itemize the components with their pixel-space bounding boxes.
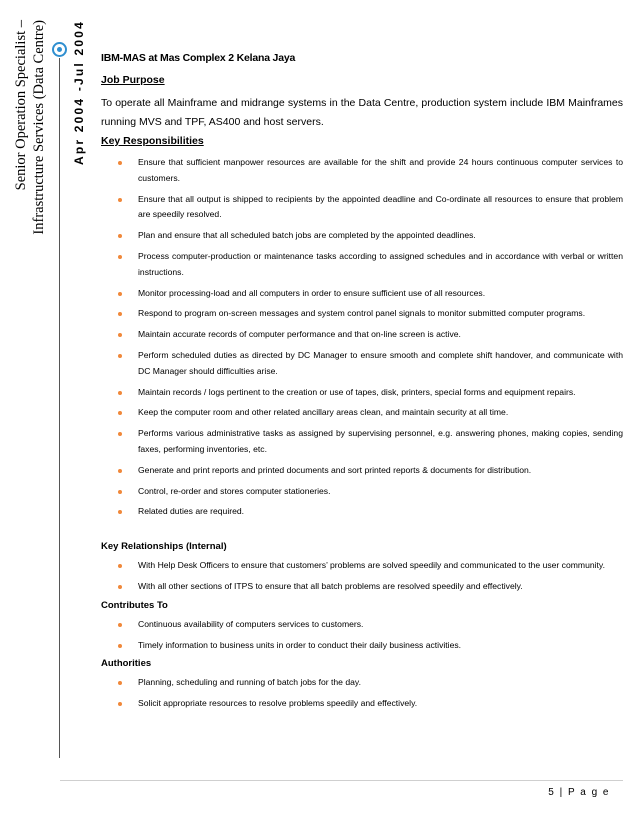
list-item [118,286,623,302]
bullet-icon [118,469,122,473]
relationships-list [101,558,623,595]
job-title-line-2: Infrastructure Services (Data Centre) [31,20,47,235]
list-item [118,696,623,712]
list-item-text: Maintain accurate records of computer performance and that on-line screen is active. [138,329,461,340]
list-item-text: Performs various administrative tasks as assigned by supervising personnel, e.g. answering phones, making copies, sending faxes, performing inventories, etc. [138,428,623,454]
bullet-icon [118,644,122,648]
key-responsibilities-heading: Key Responsibilities [101,135,204,147]
list-item-text: With all other sections of ITPS to ensure that all batch problems are resolved speedily and effectively. [138,580,523,591]
contributes-list [101,617,623,654]
list-item-text: Planning, scheduling and running of batch jobs for the day. [138,677,361,688]
list-item [118,463,623,479]
list-item-text: Ensure that sufficient manpower resources are available for the shift and provide 24 hours continuous computer services to customers. [138,157,623,183]
list-item [118,385,623,401]
bullet-icon [118,585,122,589]
list-item-text: Control, re-order and stores computer stationeries. [138,485,331,496]
list-item-text: Process computer-production or maintenance tasks according to assigned schedules and in accordance with verbal or written instructions. [138,250,623,277]
list-item-text: Keep the computer room and other related ancillary areas clean, and maintain security at all time. [138,407,509,418]
contributes-heading: Contributes To [101,599,168,611]
list-item [118,327,623,343]
list-item-text: Monitor processing-load and all computers in order to ensure sufficient use of all resources. [138,287,486,298]
list-item [118,579,623,595]
list-item [118,558,623,574]
bullet-icon [118,312,122,316]
footer-divider [60,780,623,781]
bullet-icon [118,564,122,568]
list-item [118,192,623,224]
sidebar-job-title [12,20,48,270]
list-item [118,155,623,187]
timeline-marker-icon [52,42,67,57]
list-item-text: Ensure that all output is shipped to recipients by the appointed deadline and Co-ordinate all resources to ensure that problem are speedily resolved. [138,193,623,220]
list-item [118,306,623,322]
bullet-icon [118,333,122,337]
authorities-heading: Authorities [101,658,152,670]
timeline-line [59,58,60,758]
bullet-icon [118,702,122,706]
sidebar-date-range [70,20,90,180]
list-item-text: Maintain records / logs pertinent to the creation or use of tapes, disk, printers, special forms and equipment repairs. [138,386,576,397]
bullet-icon [118,255,122,259]
bullet-icon [118,234,122,238]
list-item [118,617,623,633]
bullet-icon [118,354,122,358]
bullet-icon [118,681,122,685]
bullet-icon [118,161,122,165]
employer-title: IBM-MAS at Mas Complex 2 Kelana Jaya [101,52,296,64]
responsibilities-list [101,155,623,520]
list-item-text: With Help Desk Officers to ensure that customers’ problems are solved speedily and communicated to the user community. [138,560,605,571]
list-item [118,249,623,281]
list-item [118,484,623,500]
list-item [118,504,623,520]
key-relationships-heading: Key Relationships (Internal) [101,541,227,553]
list-item [118,426,623,458]
list-item [118,638,623,654]
bullet-icon [118,623,122,627]
page-number: 5 | P a g e [548,787,610,798]
list-item-text: Solicit appropriate resources to resolve problems speedily and effectively. [138,698,418,709]
list-item-text: Related duties are required. [138,506,245,517]
list-item-text: Perform scheduled duties as directed by DC Manager to ensure smooth and complete shift handover, and communicate with DC Manager should difficulties arise. [138,349,623,376]
authorities-list [101,675,623,712]
list-item-text: Plan and ensure that all scheduled batch jobs are completed by the appointed deadlines. [138,230,476,241]
job-title-line-1: Senior Operation Specialist – [13,20,29,191]
bullet-icon [118,292,122,296]
list-item-text: Generate and print reports and printed documents and sort printed reports & documents for distribution. [138,464,532,475]
list-item [118,348,623,380]
date-range-text: Apr 2004 -Jul 2004 [72,20,86,165]
bullet-icon [118,432,122,436]
bullet-icon [118,198,122,202]
main-content [101,52,623,717]
list-item [118,675,623,691]
bullet-icon [118,411,122,415]
list-item-text: Respond to program on-screen messages and system control panel signals to monitor submitted computer programs. [138,308,586,319]
bullet-icon [118,510,122,514]
list-item-text: Timely information to business units in order to conduct their daily business activities. [138,639,462,650]
list-item [118,228,623,244]
list-item-text: Continuous availability of computers services to customers. [138,618,364,629]
job-purpose-text: To operate all Mainframe and midrange systems in the Data Centre, production system include IBM Mainframes running MVS and TPF, AS400 and host servers. [101,97,623,128]
bullet-icon [118,391,122,395]
bullet-icon [118,490,122,494]
list-item [118,405,623,421]
job-purpose-heading: Job Purpose [101,74,165,86]
